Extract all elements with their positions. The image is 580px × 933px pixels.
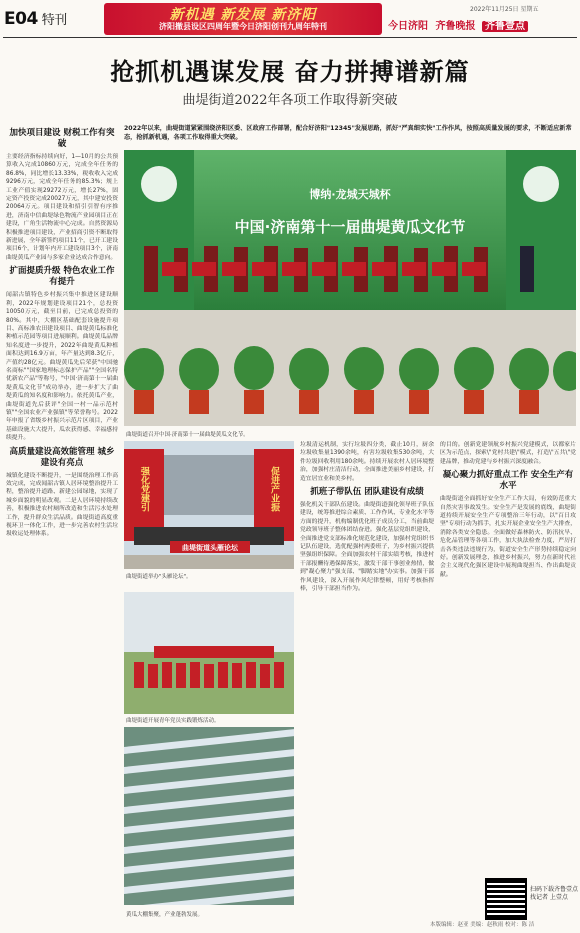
section-body-safety: 曲堤街道全面抓好安全生产工作大局，有效防范重大自然灾害事故发生。安全生产是发展的底线，曲堤街道持续开展安全生产专项整治三年行动，以"百日攻坚"专项行动为抓手，扎实开展企业安全生产大排查，消除各类安全隐患。全面做好森林防火、防汛抗旱、危化品管理等各项工作，加大执法检查力度，严厉打击各类违法违规行为，街道安全生产形势持续稳定向好。创新发展理念，推进乡村振兴，努力在新时代社会主义现代化强区建设中展现曲堤担当、作出曲堤贡献。: [440, 496, 576, 578]
caption-forum: 曲堤街道举办"头雁论坛"。: [126, 574, 192, 580]
section-label: 特刊: [41, 13, 67, 28]
subheadline: 曲堤街道2022年各项工作取得新突破: [182, 93, 398, 108]
section-body-team-cont: 的目的。创新党建领航乡村振兴党建模式，以都家片区为示范点，探索\"党村共建\"模式，打造\"五共\"党建品牌，推动党建与乡村振兴深度融合。: [440, 442, 576, 465]
forum-sign-left: 强化党建引: [139, 466, 149, 512]
section-body-team: 强化机关干部队伍建设。曲堤街道强化领导班子队伍建设，统筹推进综合素质、工作作风、专业化水平等方面的提升，机构编制优化班子成员分工，当前曲堤党政领导班子整体团结奋进。强化基层党组织建设，全面推进党支部标准化规范化建设，加强村党组织书记队伍建设，选优配强村两委班子，为乡村振兴提供坚强组织保障。全面加强农村干部实绩考核，推进村干部报酬待遇保障落实，激发干部干事创业热情，做到"凝心聚力"强支部、"脚踏实地"办实事。加强干部作风建设，深入开展作风纪律整顿，用好考核指挥棒，引导干部担当作为。: [300, 502, 434, 593]
column-middle: [300, 441, 434, 923]
column-right: [440, 441, 576, 873]
issue-date: 2022年11月25日 星期五: [470, 6, 539, 13]
anniversary-banner: [104, 3, 382, 35]
qr-code[interactable]: [487, 880, 525, 918]
header-rule: [3, 37, 577, 38]
section-body-urban: 城镇化建设不断提升，一是围绕治理工作高效完成，完成闻韶古镇人居环境整治提升工程，整治提升道路、新建公园绿地，实现了城乡面貌的明显改观。二是人居环境持续改善，积极推进农村厕所改造和生活污水处理工作，提升群众生活品质。曲堤街道高度重视环卫一体化工作，进一步完善农村生活垃圾收运处理体系。: [6, 472, 118, 538]
brand-logos: [388, 17, 528, 32]
section-body-agriculture: 闻韶古镇特色乡村振兴集中推进区建设顺利，2022年规划建设项目21个，总投资10050万元，截至目前，已完成总投资的80%。其中，大棚区基础配套设施提升项目、高标准农田建设项目、曲堤黄瓜标准化种植示范园等项目进展顺利。曲堤黄瓜品牌知名度进一步提升，2022年曲堤黄瓜种植面积达到16.9万亩，年产量达到8.3亿斤，产值约28亿元。曲堤黄瓜先后荣获"中国驰名商标""国家地理标志保护产品""全国名特优新农产品"等称号，"中国·济南第十一届曲堤黄瓜文化节"成功举办，进一步扩大了曲堤黄瓜的知名度和影响力。依托黄瓜产业，曲堤街道先后获评"全国一村一品示范村镇""全国农业产业强镇"等荣誉称号。2022年申报了省级乡村振兴示范片区项目，产业基础设施大大提升，瓜农获得感、幸福感持续提升。: [6, 292, 118, 442]
photo-youth-party-members: [124, 592, 294, 714]
headline: 抢抓机遇谋发展 奋力拼搏谱新篇: [110, 57, 470, 86]
festival-banner-text: 中国·济南第十一届曲堤黄瓜文化节: [234, 218, 466, 236]
photo-festival-stage: [124, 150, 576, 426]
photo-greenhouses: [124, 727, 294, 905]
section-body-project: 主要经济指标持续向好，1—10月的公共预算收入完成10860万元，完成全年任务的86.8%，同比增长13.33%，税收收入完成9296万元，完成全年任务的85.3%；规上工业产值实现29272万元，增长27%，固定资产投资完成20027万元，其中建安投资20064万元。项目建设和招引引智有序推进，济南中信曲堤绿色物流产业园项目正在建设，广角生活物流中心完成。自然资源局积极推进项目建设，产业招商引资不断取得新进展，全年新签约项目11个，已开工建设项目6个，计划年内开工建设项目3个，济南曲堤黄瓜产业园与多家企业达成合作意向。: [6, 154, 118, 261]
festival-brand-text: 博纳·龙城天城杯: [309, 188, 391, 201]
qr-caption: 扫码下载齐鲁壹点 找记者 上壹点: [530, 886, 579, 901]
banner-slogan: 新机遇 新发展 新济阳: [169, 7, 317, 23]
brand-qilu-yidian: 齐鲁壹点: [482, 21, 528, 32]
caption-youth: 曲堤街道开展青年党员实践锻炼活动。: [126, 718, 220, 724]
caption-greenhouses: 黄瓜大棚集聚，产业蓬勃发展。: [126, 912, 204, 918]
section-title-team: 抓班子带队伍 团队建设有成绩: [310, 487, 424, 498]
award-boards: [162, 262, 486, 276]
editor-credits: 本版编辑：赵亚 美编：赵秋雨 校对：陈 洁: [430, 922, 535, 928]
forum-banner-text: 曲堤街道头雁论坛: [182, 544, 238, 552]
section-title-safety: 凝心聚力抓好重点工作 安全生产有水平: [442, 470, 574, 492]
column-left: [6, 124, 118, 924]
section-title-agriculture: 扩面提质升级 特色农业工作有提升: [9, 266, 115, 288]
lead-paragraph: 2022年以来，曲堤街道紧紧围绕济阳区委、区政府工作部署，配合好济阳"12345"发展思路，抓好"严真细实快"工作作风，按照高质量发展的要求，不断适应新常态，抢抓新机遇，各项工作取得重大突破。: [124, 125, 572, 141]
page-header: [0, 0, 580, 38]
brand-qilu-evening: 齐鲁晚报: [435, 21, 476, 32]
banner-subtitle: 济阳撤县设区四周年暨今日济阳创刊九周年特刊: [159, 22, 327, 31]
photo-forum: [124, 441, 294, 569]
section-title-project: 加快项目建设 财税工作有突破: [9, 128, 115, 149]
section-body-urban-cont: 垃圾清运机制，实行垃圾四分类，截止10月，厨余垃圾收集量1390余吨，有害垃圾收集530余吨，大件垃圾回收利用180余吨。持续开展农村人居环境整治，加强村庄清洁行动，全面推进美丽乡村建设，打造宜居宜业和美乡村。: [300, 442, 434, 482]
page-number: E04 特刊: [4, 9, 67, 29]
forum-sign-right: 促进产业振: [269, 466, 279, 512]
caption-festival: 曲堤街道召开中国·济南第十一届曲堤黄瓜文化节。: [126, 432, 249, 438]
section-title-urban: 高质量建设高效能管理 城乡建设有亮点: [9, 446, 115, 468]
brand-jiyang: 今日济阳: [388, 21, 428, 32]
